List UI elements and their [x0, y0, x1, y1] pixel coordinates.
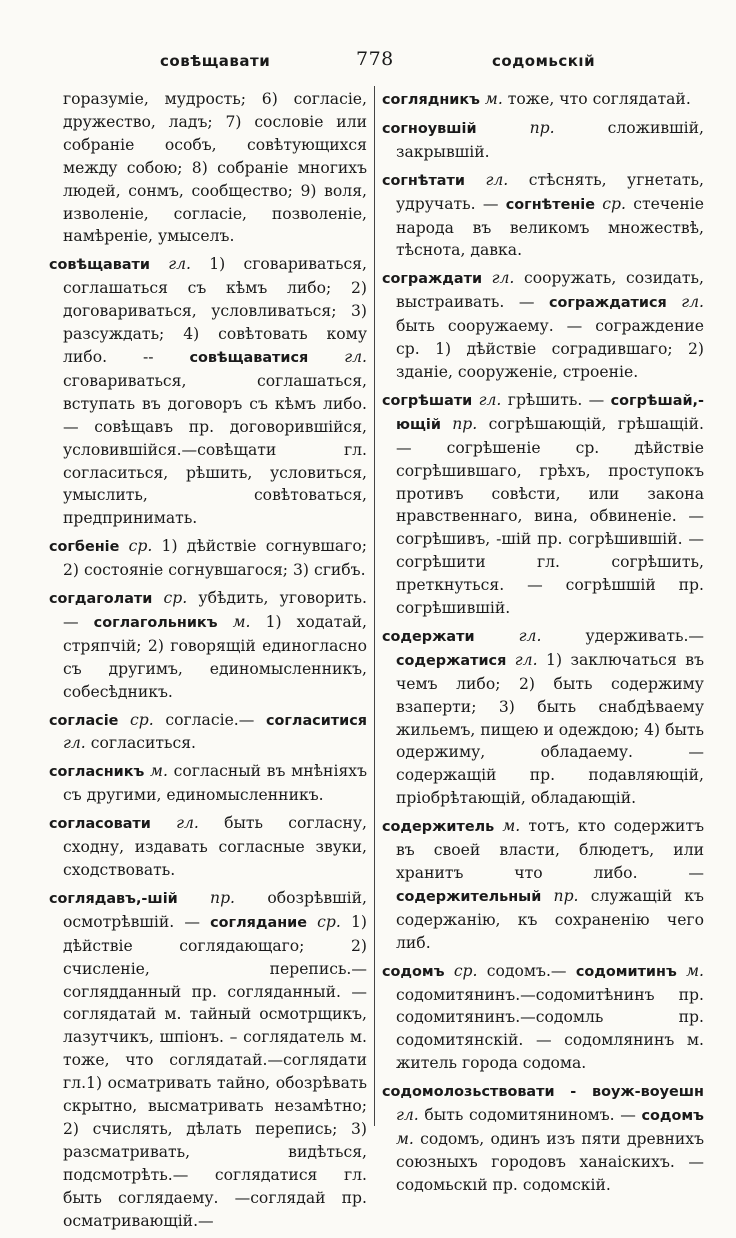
entry-definition: согласный въ мнѣнiяхъ съ другими, единомысленникъ. — [63, 762, 367, 805]
dictionary-entry — [382, 88, 704, 112]
entry-definition: обозрѣвшiй, осмотрѣвшiй. — — [63, 888, 367, 931]
entry-grammar: гл. — [485, 170, 509, 189]
dictionary-entry — [49, 709, 367, 756]
entry-grammar: гл. — [491, 269, 515, 288]
entry-grammar: гл. — [518, 626, 542, 645]
entry-grammar: м. — [686, 961, 704, 980]
entry-definition: 1) сговариваться, соглашаться съ кѣмъ либо; 2) договариваться, условливаться; 3) разсуждать; 4) совѣтовать кому либо. -- — [63, 255, 367, 366]
column-divider — [374, 86, 375, 1126]
dictionary-entry — [382, 625, 704, 810]
entry-grammar: гл. — [168, 255, 192, 274]
dictionary-entry — [382, 117, 704, 164]
entry-grammar: пр. — [452, 414, 478, 433]
entry-subheadword: содержительный — [396, 888, 542, 905]
entry-subheadword: согрѣшай,-ющiй — [396, 392, 704, 433]
entry-headword: содержати — [382, 628, 475, 645]
entry-definition: грѣшить. — — [507, 390, 605, 409]
entry-grammar: гл. — [681, 293, 704, 312]
entry-definition: согрѣшающiй, грѣшащiй. — согрѣшенiе ср. дѣйствiе согрѣшившаго, грѣхъ, проступокъ противъ совѣсти, или закона нравственнаго, вина, обвиненiе. — согрѣшивъ, -шiй пр. согрѣшившiй. — согрѣшити гл. согрѣшить, преткнуться. — согрѣшшiй пр. согрѣшившiй. — [396, 414, 704, 618]
entry-definition: стѣснять, угнетать, удручать. — — [396, 170, 704, 213]
entry-grammar: гл. — [478, 390, 502, 409]
entry-subheadword: совѣщаватися — [189, 349, 309, 366]
right-running-headword: содомьскıй — [492, 52, 596, 70]
entry-headword: согрѣшати — [382, 392, 473, 409]
entry-grammar: м. — [150, 762, 168, 781]
dictionary-entry — [382, 1080, 704, 1197]
entry-grammar: ср. — [128, 537, 153, 556]
dictionary-entry — [382, 815, 704, 954]
entry-definition: быть согласну, сходну, издавать согласные звуки, сходствовать. — [63, 814, 367, 879]
entry-grammar: пр. — [210, 888, 236, 907]
entry-subheadword: содомитинъ — [575, 963, 677, 980]
entry-definition: сговариваться, соглашаться, вступать въ договоръ съ кѣмъ либо. — совѣщавъ пр. договорившiйся, условившiйся.—совѣщати гл. согласиться, рѣшить, условиться, умыслить, совѣтоваться, предпринимать. — [63, 371, 367, 528]
entry-definition: сооружать, созидать, выстраивать. — — [396, 269, 704, 312]
entry-definition: служащiй къ содержанiю, къ сохраненiю чего либ. — [396, 886, 704, 952]
page-number: 778 — [356, 48, 394, 70]
entry-grammar: гл. — [344, 347, 367, 366]
entry-definition: 1) дѣйствiе соглядающаго; 2) счисленiе, перепись.—соглядданный пр. согляданный. — соглядатай м. тайный осмотрщикъ, лазутчикъ, шпiонъ. – соглядатель м. тоже, что соглядатай.—соглядати гл.1) осматривать тайно, обозрѣвать скрытно, высматривать незамѣтно; 2) счислять, дѣлать перепись; 3) разсматривать, видѣться, подсмотрѣть.— соглядатися гл. быть соглядаему. —соглядай пр. осматривающiй.— — [63, 912, 367, 1230]
entry-definition: согласiе.— — [165, 710, 255, 729]
left-running-headword: совѣщавати — [160, 52, 271, 70]
dictionary-entry — [382, 267, 704, 384]
dictionary-entry — [49, 760, 367, 807]
entry-definition: содомъ, одинъ изъ пяти древнихъ союзныхъ городовъ ханаiскихъ. — содомьскıй пр. содомскiй. — [396, 1129, 704, 1194]
entry-definition: убѣдить, уговорить. — — [63, 589, 367, 631]
entry-headword: согласiе — [49, 712, 119, 729]
entry-headword: содомолозьствовати - воуж-воуешн — [382, 1084, 704, 1101]
dictionary-entry — [49, 535, 367, 582]
entry-definition: быть сооружаему. — сограждение ср. 1) дѣйствiе соградившаго; 2) зданiе, сооруженiе, строенiе. — [396, 317, 704, 381]
entry-grammar: гл. — [63, 734, 86, 753]
entry-grammar: м. — [232, 612, 251, 631]
entry-definition: содомъ.— — [486, 961, 567, 980]
dictionary-entry — [49, 587, 367, 704]
entry-grammar: пр. — [529, 118, 555, 137]
entry-headword: согнѣтати — [382, 172, 465, 189]
entry-grammar: ср. — [453, 961, 478, 980]
dictionary-entry — [382, 389, 704, 620]
entry-headword: согбенiе — [49, 539, 120, 556]
entry-definition: 1) ходатай, стряпчiй; 2) говорящiй единогласно съ другимъ, единомысленникъ, собесѣдникъ. — [63, 612, 367, 701]
entry-grammar: гл. — [176, 814, 199, 833]
entry-headword: соглядникъ — [382, 92, 480, 108]
entry-headword: согдаголати — [49, 591, 153, 608]
entry-definition: 1) заключаться въ чемъ либо; 2) быть содержиму взаперти; 3) быть снабдѣваему жильемъ, пищею и одеждою; 4) быть одержиму, обладаему. — содержащiй пр. подавляющiй, прiобрѣтающiй, обладающiй. — [396, 650, 704, 808]
entry-definition: быть содомитяниномъ. — — [424, 1106, 636, 1125]
entry-grammar: ср. — [130, 710, 154, 729]
dictionary-entry — [382, 169, 704, 263]
entry-headword: согласовати — [49, 816, 151, 833]
entry-headword: согласникъ — [49, 764, 145, 781]
entry-grammar: ср. — [317, 912, 341, 931]
entry-definition: тоже, что соглядатай. — [507, 90, 691, 108]
entry-definition: согласиться. — [90, 734, 197, 753]
entry-headword: содержитель — [382, 819, 495, 836]
entry-definition: сложившiй, закрывшiй. — [396, 118, 704, 161]
dictionary-entry — [49, 887, 367, 1233]
dictionary-entry — [49, 88, 367, 248]
entry-grammar: гл. — [396, 1106, 419, 1125]
entry-definition: стеченiе народа въ великомъ множествѣ, тѣснота, давка. — [396, 194, 704, 260]
left-column — [49, 88, 367, 1238]
dictionary-entry — [382, 960, 704, 1076]
entry-subheadword: сограждатися — [548, 295, 667, 312]
entry-subheadword: содомъ — [641, 1108, 704, 1125]
dictionary-entry — [49, 812, 367, 882]
entry-subheadword: соглядание — [210, 914, 307, 931]
entry-definition: горазумiе, мудрость; 6) согласiе, дружество, ладъ; 7) сословiе или собранiе особъ, совѣтующихся между собою; 8) собранiе многихъ людей, сонмъ, сообщество; 9) воля, изволенiе, согласiе, позволенiе, намѣренiе, умыселъ. — [63, 90, 367, 246]
entry-subheadword: согласитися — [265, 712, 367, 729]
entry-grammar: пр. — [553, 886, 579, 905]
page-header — [0, 0, 736, 90]
entry-definition: удерживать.— — [585, 626, 704, 645]
entry-grammar: ср. — [602, 194, 626, 213]
right-column — [382, 88, 704, 1202]
entry-headword: соглядавъ,-шiй — [49, 890, 178, 907]
entry-headword: совѣщавати — [49, 257, 150, 274]
dictionary-entry — [49, 253, 367, 530]
entry-grammar: ср. — [163, 589, 188, 608]
entry-subheadword: содержатися — [396, 652, 507, 669]
entry-definition: тотъ, кто содержитъ въ своей власти, блюдетъ, или хранитъ что либо. — — [396, 817, 704, 882]
entry-headword: согноувшiй — [382, 120, 477, 137]
entry-subheadword: соглагольникъ — [93, 614, 218, 631]
entry-grammar: м. — [484, 90, 503, 108]
entry-subheadword: согнѣтенiе — [505, 196, 595, 213]
entry-grammar: м. — [396, 1129, 414, 1148]
entry-grammar: м. — [502, 817, 521, 836]
entry-grammar: гл. — [514, 650, 538, 669]
entry-headword: содомъ — [382, 963, 445, 980]
entry-definition: содомитянинъ.—содомитѣнинъ пр. содомитянинъ.—содомль пр. содомитянскiй. — содомлянинъ м. житель города содома. — [396, 985, 704, 1073]
entry-headword: сограждати — [382, 271, 483, 288]
entry-definition: 1) дѣйствiе согнувшаго; 2) состоянiе согнувшагося; 3) сгибъ. — [63, 537, 367, 580]
